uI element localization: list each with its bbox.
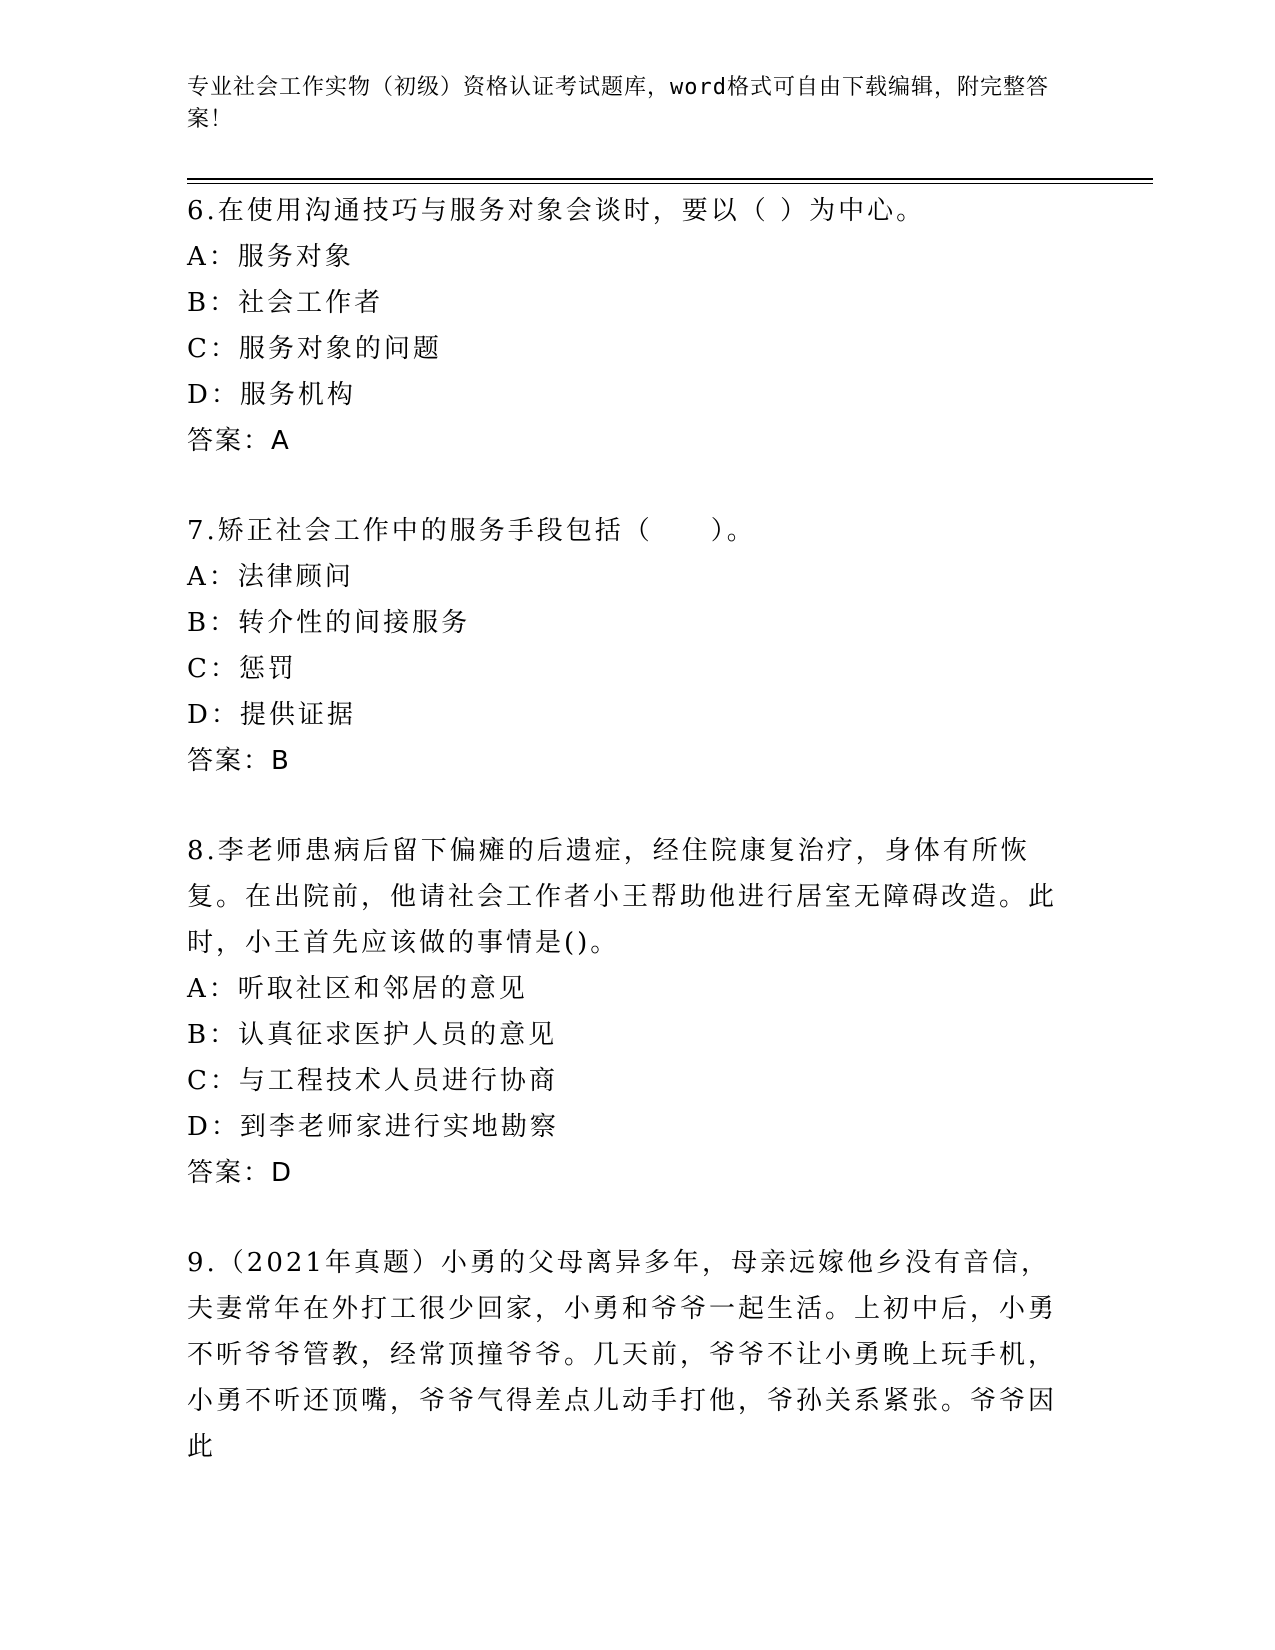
question-8 [187, 828, 1067, 1196]
question-7 [187, 508, 1067, 784]
option-b: B：社会工作者 [187, 288, 384, 318]
option-a: A：法律顾问 [187, 562, 354, 592]
question-list [187, 188, 1067, 1470]
option-a: A：服务对象 [187, 242, 354, 272]
question-stem: 9.（2021年真题）小勇的父母离异多年，母亲远嫁他乡没有音信，夫妻常年在外打工很少回家，小勇和爷爷一起生活。上初中后，小勇不听爷爷管教，经常顶撞爷爷。几天前，爷爷不让小勇晚上玩手机，小勇不听还顶嘴，爷爷气得差点儿动手打他，爷孙关系紧张。爷爷因此 [187, 1248, 1058, 1462]
question-stem: 8.李老师患病后留下偏瘫的后遗症，经住院康复治疗，身体有所恢复。在出院前，他请社会工作者小王帮助他进行居室无障碍改造。此时，小王首先应该做的事情是()。 [187, 836, 1058, 958]
header-divider-thin [187, 183, 1153, 184]
answer-line: 答案：A [187, 426, 291, 456]
document-header: 专业社会工作实物（初级）资格认证考试题库，word格式可自由下载编辑，附完整答案！ [187, 75, 1049, 132]
question-stem: 6.在使用沟通技巧与服务对象会谈时，要以（ ）为中心。 [187, 196, 926, 226]
option-d: D：到李老师家进行实地勘察 [187, 1112, 559, 1142]
option-d: D：服务机构 [187, 380, 356, 410]
option-c: C：服务对象的问题 [187, 334, 442, 364]
answer-line: 答案：B [187, 746, 291, 776]
header-divider-thick [187, 178, 1153, 180]
question-stem: 7.矫正社会工作中的服务手段包括（ ）。 [187, 516, 756, 546]
option-a: A：听取社区和邻居的意见 [187, 974, 528, 1004]
answer-line: 答案：D [187, 1158, 294, 1188]
question-6 [187, 188, 1067, 464]
option-d: D：提供证据 [187, 700, 356, 730]
option-c: C：与工程技术人员进行协商 [187, 1066, 558, 1096]
option-c: C：惩罚 [187, 654, 297, 684]
option-b: B：认真征求医护人员的意见 [187, 1020, 558, 1050]
question-9 [187, 1240, 1067, 1470]
option-b: B：转介性的间接服务 [187, 608, 471, 638]
